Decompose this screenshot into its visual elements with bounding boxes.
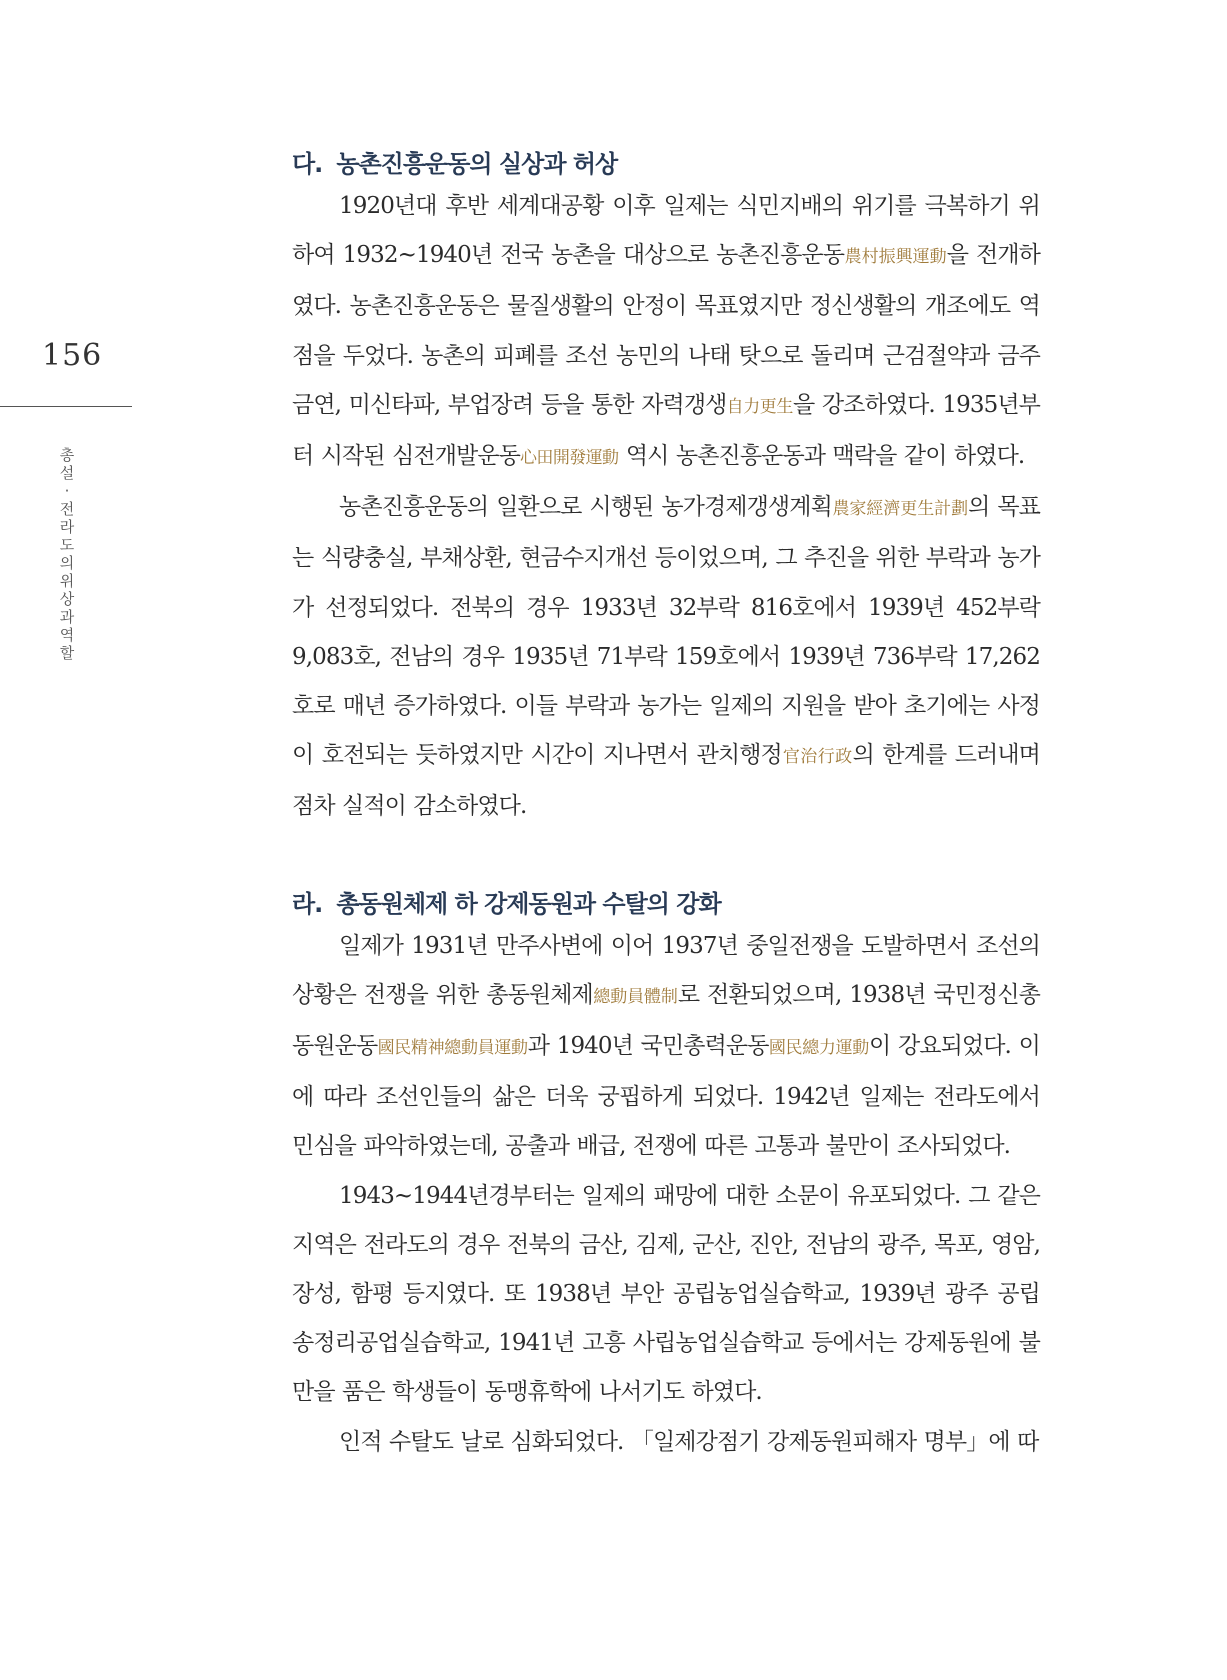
text-run: 의 목표는 식량충실, 부채상환, 현금수지개선 등이었으며, 그 추진을 위한 부락과 농가가 선정되었다. 전북의 경우 1933년 32부락 816호에서 1939년 452부락 9,083호, 전남의 경우 1935년 71부락 159호에서 1939년 736부락 17,262호로 매년 증가하였다. 이들 부락과 농가는 일제의 지원을 받아 초기에는 사정이 호전되는 듯하였지만 시간이 지나면서 관치행정 [292,494,1040,769]
section-heading [292,886,1040,922]
text-run: 1943~1944년경부터는 일제의 패망에 대한 소문이 유포되었다. 그 같은 지역은 전라도의 경우 전북의 금산, 김제, 군산, 진안, 전남의 광주, 목포, 영암, 장성, 함평 등지였다. 또 1938년 부안 공립농업실습학교, 1939년 광주 공립송정리공업실습학교, 1941년 고흥 사립농업실습학교 등에서는 강제동원에 불만을 품은 학생들이 동맹휴학에 나서기도 하였다. [292,1182,1040,1406]
section-number: 다. [292,150,323,178]
hanja-gloss: 官治行政 [781,747,853,768]
paragraph [292,922,1040,1172]
text-run: 과 1940년 국민총력운동 [527,1033,769,1060]
hanja-gloss: 自力更生 [726,396,793,417]
section-title: 총동원체제 하 강제동원과 수탈의 강화 [336,889,721,918]
section-title: 농촌진흥운동의 실상과 허상 [336,150,618,178]
paragraph [292,182,1040,483]
text-run: 이 강요되었다. 이에 따라 조선인들의 삶은 더욱 궁핍하게 되었다. 1942년 일제는 전라도에서 민심을 파악하였는데, 공출과 배급, 전쟁에 따른 고통과 불만이 조사되었다. [292,1033,1040,1160]
paragraph [292,1172,1040,1418]
page-number: 156 [42,338,103,373]
text-run: 을 강조하였다. 1935년부터 시작된 심전개발운동 [292,391,1040,470]
text-run: 농촌진흥운동의 일환으로 시행된 농가경제갱생계획 [339,494,832,521]
paragraph [292,1418,1040,1467]
hanja-gloss: 農村振興運動 [844,247,947,268]
hanja-gloss: 國民精神總動員運動 [377,1038,528,1059]
running-head: 총설 · 전라도의 위상과 역할 [59,446,75,662]
text-run: 로 전환되었으며, 1938년 국민정신총동원운동 [292,981,1041,1060]
paragraph [292,483,1040,831]
text-run: 인적 수탈도 날로 심화되었다. 「일제강점기 강제동원피해자 명부」에 따 [339,1428,1039,1455]
text-run: 의 한계를 드러내며 점차 실적이 감소하였다. [292,742,1040,820]
hanja-gloss: 心田開發運動 [520,448,619,469]
text-run: 을 전개하였다. 농촌진흥운동은 물질생활의 안정이 목표였지만 정신생활의 개조에도 역점을 두었다. 농촌의 피폐를 조선 농민의 나태 탓으로 돌리며 근검절약과 금주금연, 미신타파, 부업장려 등을 통한 자력갱생 [292,242,1040,418]
section-ra [292,886,1040,1467]
hanja-gloss: 國民總力運動 [768,1038,869,1059]
hanja-gloss: 農家經濟更生計劃 [831,499,969,520]
text-run: 1920년대 후반 세계대공황 이후 일제는 식민지배의 위기를 극복하기 위하여 1932~1940년 전국 농촌을 대상으로 농촌진흥운동 [292,193,1040,269]
hanja-gloss: 總動員體制 [592,986,678,1007]
text-run: 역시 농촌진흥운동과 맥락을 같이 하였다. [618,443,1025,470]
section-da [292,146,1040,832]
section-number: 라. [292,889,323,918]
page-content [292,146,1040,1467]
margin-rule [0,406,132,407]
section-heading [292,146,1040,182]
text-run: 일제가 1931년 만주사변에 이어 1937년 중일전쟁을 도발하면서 조선의 상황은 전쟁을 위한 총동원체제 [292,932,1040,1008]
